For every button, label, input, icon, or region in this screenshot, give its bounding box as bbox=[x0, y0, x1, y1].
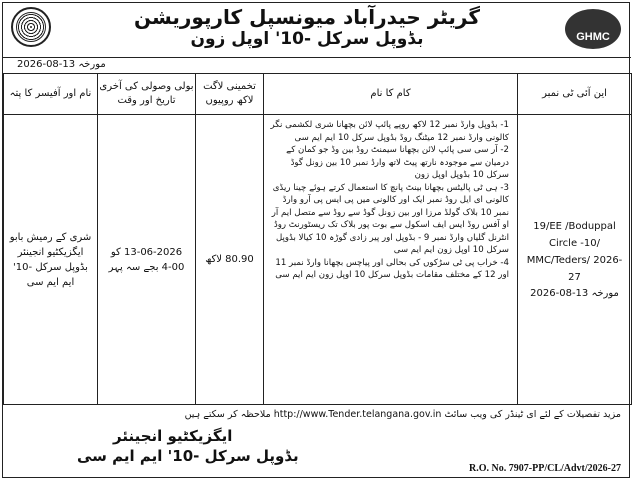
signature-office: بڈوپل سرکل -10' ایم ایم سی bbox=[77, 447, 299, 465]
seal-logo-icon bbox=[11, 7, 51, 47]
ro-number: R.O. No. 7907-PP/CL/Advt/2026-27 bbox=[469, 463, 621, 474]
ghmc-logo-icon: GHMC bbox=[565, 9, 621, 49]
officer-title: ایگزیکٹیو انجینئر bbox=[17, 246, 84, 258]
tender-table bbox=[3, 73, 632, 405]
header-nit: این آئی ٹی نمبر bbox=[518, 74, 632, 115]
table-header-row bbox=[4, 74, 632, 115]
notice-header bbox=[3, 3, 631, 55]
work-item-1: 1- بڈوپل وارڈ نمبر 12 لاکھ روپے پائپ لائن بچھانا شری لکشمی نگر کالونی وارڈ نمبر 12 میٹنگ روڈ بڈوپل سرکل 10 ایم ایم سی bbox=[270, 120, 509, 143]
notice-subtitle: بڈوپل سرکل -10' اوپل زون bbox=[190, 29, 424, 49]
officer-cell bbox=[4, 115, 98, 405]
work-item-3: 3- ہی ٹی پالیٹس بچھانا بینٹ پانچ کا استعمال کرتے ہوئے چینا ریڈی کالونی ای ایل روڈ نمبر ایک اور کالونی میں پی ایس پی آرو وارڈ نمبر 10 بلاک گولڈ مرزا اور بین زونل گوڈ سے روڈ سے متصل ایم آر او آفس روڈ ایس ایف اسکول سے بوت پور بلاک تک ریسٹورنٹ روڈ انٹرنل گلیاں وارڈ نمبر 9 - بڈوپل اور پیر زادی گوڑہ 10 کیالا بڈوپل سرکل 10 اوپل زون ایم ایم سی bbox=[271, 182, 509, 255]
bid-date-cell bbox=[98, 115, 196, 405]
nit-cell bbox=[518, 115, 632, 405]
cost-cell bbox=[196, 115, 264, 405]
notice-title: گریٹر حیدرآباد میونسپل کارپوریشن bbox=[134, 5, 480, 29]
header-cost: تخمینی لاگت لاکھ روپیوں bbox=[196, 74, 264, 115]
header-work: کام کا نام bbox=[264, 74, 518, 115]
work-cell bbox=[264, 115, 518, 405]
header-officer: نام اور آفیسر کا پتہ bbox=[4, 74, 98, 115]
table-row bbox=[4, 115, 632, 405]
work-item-4: 4- خراب پی ٹی سڑکوں کی بحالی اور پیاچس بچھانا وارڈ نمبر 11 اور 12 کے مختلف مقامات بڈوپل سرکل 10 اوپل زون ایم ایم سی bbox=[275, 257, 509, 280]
bid-time: 4-00 بجے سہ پہر bbox=[108, 261, 185, 273]
signature-title: ایگزیکٹیو انجینئر bbox=[113, 427, 233, 445]
website-note: مزید تفصیلات کے لئے ای ٹینڈر کی ویب سائٹ http://www.Tender.telangana.gov.in ملاحظہ کر سکتے ہیں bbox=[184, 409, 621, 420]
notice-frame bbox=[2, 2, 630, 478]
officer-org: ایم ایم سی bbox=[26, 276, 75, 288]
cost-value: 80.90 لاکھ bbox=[205, 254, 254, 265]
header-bid-date: بولی وصولی کی آخری تاریخ اور وقت bbox=[98, 74, 196, 115]
work-item-2: 2- آر سی سی پائپ لائن بچھانا سیمنٹ روڈ بین وڈ جو کمان کے درمیان سے موجودہ نارتھ پیٹ لاتھ وارڈ نمبر 10 بین زونل گوڈ سرکل 10 بڈوپل اوپل زون bbox=[286, 145, 509, 180]
officer-circle: بڈوپل سرکل -10' bbox=[13, 261, 88, 273]
nit-number: 19/EE /Boduppal Circle -10/ MMC/Teders/ 2026-27 bbox=[526, 221, 623, 283]
bid-date: 13-06-2026 کو bbox=[110, 246, 183, 258]
date-line bbox=[3, 57, 631, 74]
nit-date: مورخہ 13-08-2026 bbox=[530, 288, 619, 299]
officer-name: شری کے رمیش بابو bbox=[9, 231, 92, 243]
notice-date: مورخہ 13-08-2026 bbox=[17, 59, 106, 70]
